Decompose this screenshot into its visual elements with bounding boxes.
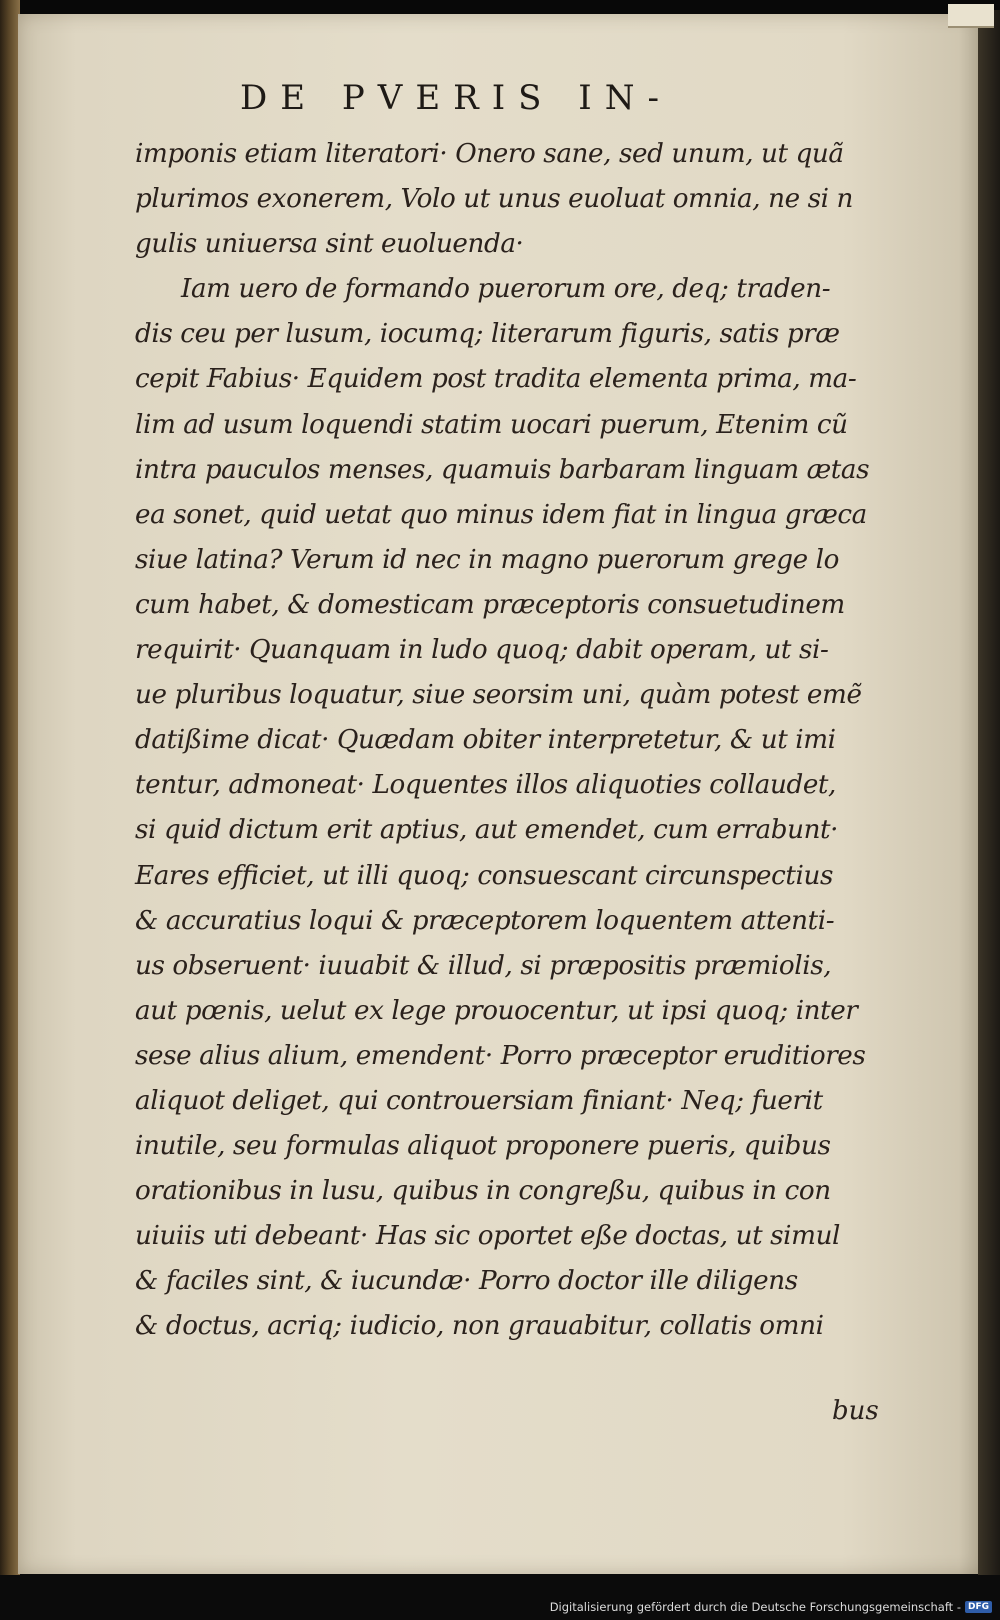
credit-text: Digitalisierung gefördert durch die Deutsche Forschungsgemeinschaft - <box>549 1600 961 1614</box>
page-body-text <box>135 132 905 1350</box>
text-line: plurimos exonerem, Volo ut unus euoluat omnia, ne si n <box>135 184 853 215</box>
text-line: us obseruent· iuuabit & illud, si præpositis præmiolis, <box>135 950 832 981</box>
text-line: inutile, seu formulas aliquot proponere pueris, quibus <box>135 1131 831 1162</box>
text-line: uiuiis uti debeant· Has sic oportet eße doctas, ut simul <box>135 1221 841 1252</box>
text-line: & faciles sint, & iucundæ· Porro doctor ille diligens <box>135 1266 798 1297</box>
text-line: orationibus in lusu, quibus in congreßu, quibus in con <box>135 1176 831 1207</box>
text-line: & accuratius loqui & præceptorem loquentem attenti- <box>135 905 835 936</box>
text-line: intra pauculos menses, quamuis barbaram linguam ætas <box>135 454 870 485</box>
text-line: dis ceu per lusum, iocumq; literarum figuris, satis præ <box>135 319 840 350</box>
text-line: cum habet, & domesticam præceptoris consuetudinem <box>135 589 845 620</box>
text-line: sese alius alium, emendent· Porro præceptor eruditiores <box>135 1040 866 1071</box>
text-line: tentur, admoneat· Loquentes illos aliquoties collaudet, <box>135 770 836 801</box>
catchword: bus <box>832 1396 879 1426</box>
running-head: DE PVERIS IN- <box>240 78 672 118</box>
text-line: ea sonet, quid uetat quo minus idem fiat in lingua græca <box>135 499 867 530</box>
text-line: requirit· Quanquam in ludo quoq; dabit operam, ut si- <box>135 635 829 666</box>
dfg-logo: DFG <box>965 1601 992 1613</box>
corner-tab <box>948 4 994 28</box>
text-line: & doctus, acriq; iudicio, non grauabitur, collatis omni <box>135 1311 824 1342</box>
text-line: aliquot deliget, qui controuersiam finiant· Neq; fuerit <box>135 1085 823 1116</box>
text-line: si quid dictum erit aptius, aut emendet, cum errabunt· <box>135 815 839 846</box>
text-line: imponis etiam literatori· Onero sane, sed unum, ut quã <box>135 139 844 169</box>
text-line: aut pœnis, uelut ex lege prouocentur, ut ipsi quoq; inter <box>135 995 858 1026</box>
page-right-edge <box>978 10 1000 1575</box>
text-line: datißime dicat· Quædam obiter interpretetur, & ut imi <box>135 725 836 756</box>
book-spine-edge <box>0 0 20 1575</box>
text-line: gulis uniuersa sint euoluenda· <box>135 229 524 260</box>
funding-credit <box>550 1600 992 1614</box>
text-line: siue latina? Verum id nec in magno puerorum grege lo <box>135 544 839 575</box>
text-line: cepit Fabius· Equidem post tradita elementa prima, ma- <box>135 364 857 395</box>
text-line: Iam uero de formando puerorum ore, deq; traden- <box>181 274 831 305</box>
text-line: ue pluribus loquatur, siue seorsim uni, quàm potest emẽ <box>135 680 862 711</box>
footer-bar <box>0 1575 1000 1620</box>
text-line: Eares efficiet, ut illi quoq; consuescant circunspectius <box>135 860 833 891</box>
text-line: lim ad usum loquendi statim uocari puerum, Etenim cũ <box>135 409 848 440</box>
